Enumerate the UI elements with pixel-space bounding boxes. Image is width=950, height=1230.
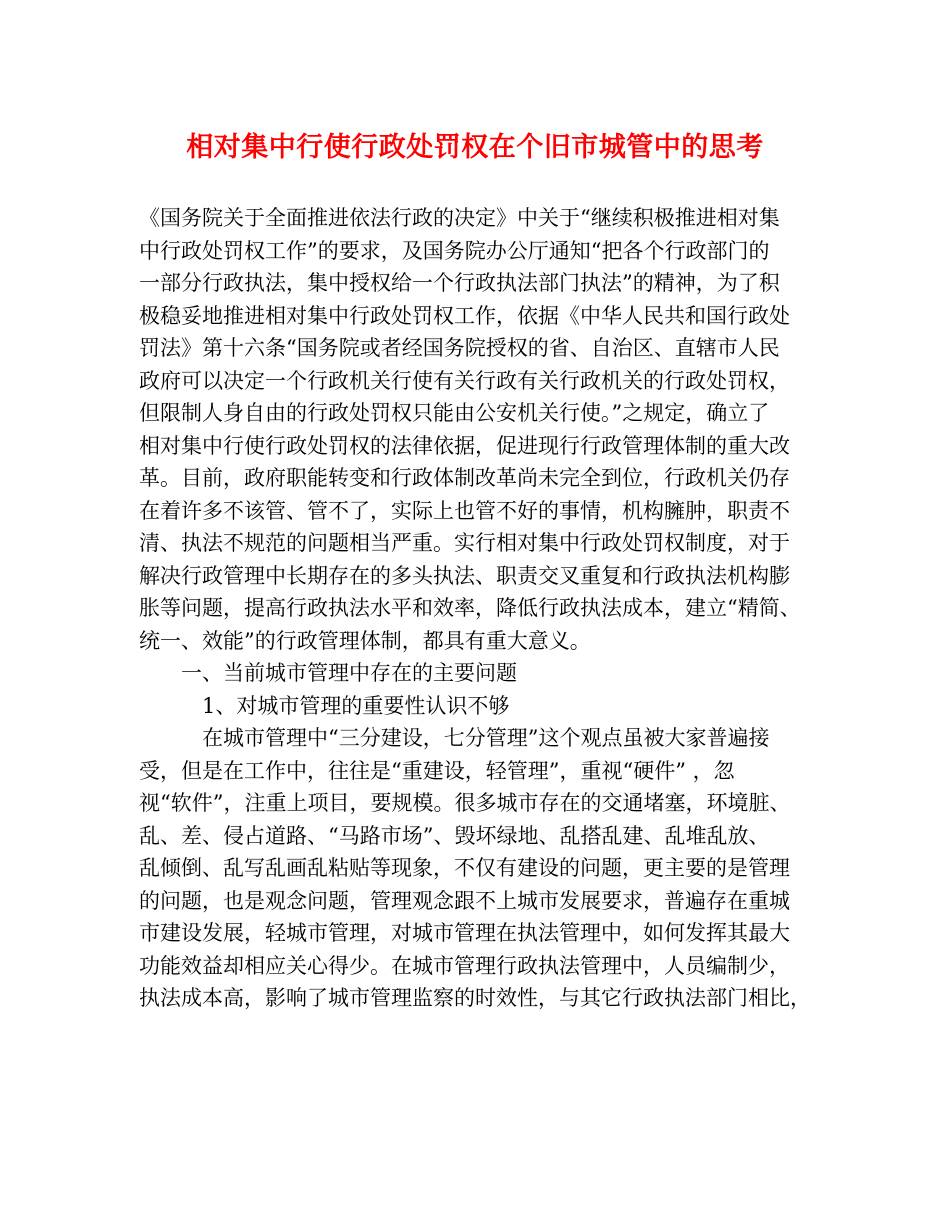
body-line: 极稳妥地推进相对集中行政处罚权工作，依据《中华人民共和国行政处	[139, 303, 790, 328]
body-line: 乱、差、侵占道路、“马路市场”、毁坏绿地、乱搭乱建、乱堆乱放、	[139, 823, 770, 848]
body-line: 《国务院关于全面推进依法行政的决定》中关于“继续积极推进相对集	[139, 206, 780, 230]
body-line: 在着许多不该管、管不了，实际上也管不好的事情，机构臃肿，职责不	[139, 498, 790, 523]
document-title: 相对集中行使行政处罚权在个旧市城管中的思考	[186, 132, 764, 163]
body-line: 解决行政管理中长期存在的多头执法、职责交叉重复和行政执法机构膨	[139, 563, 790, 588]
document-body	[139, 202, 829, 1015]
body-line: 在城市管理中“三分建设，七分管理”这个观点虽被大家普遍接	[202, 726, 770, 750]
body-line: 政府可以决定一个行政机关行使有关行政有关行政机关的行政处罚权，	[139, 368, 790, 393]
body-line: 执法成本高，影响了城市管理监察的时效性，与其它行政执法部门相比，	[139, 986, 811, 1010]
body-line: 胀等问题，提高行政执法水平和效率，降低行政执法成本，建立“精简、	[139, 596, 801, 620]
body-line: 受，但是在工作中，往往是“重建设，轻管理”，重视“硬件” ，忽	[139, 758, 735, 783]
body-line: 中行政处罚权工作”的要求，及国务院办公厅通知“把各个行政部门的	[139, 238, 770, 263]
body-line: 统一、效能”的行政管理体制，都具有重大意义。	[139, 628, 591, 653]
body-line: 的问题，也是观念问题，管理观念跟不上城市发展要求，普遍存在重城	[139, 888, 790, 913]
body-line: 一部分行政执法，集中授权给一个行政执法部门执法”的精神，为了积	[139, 271, 780, 295]
body-line: 市建设发展，轻城市管理，对城市管理在执法管理中，如何发挥其最大	[139, 921, 790, 945]
body-line: 但限制人身自由的行政处罚权只能由公安机关行使。”之规定，确立了	[139, 401, 770, 425]
body-line: 相对集中行使行政处罚权的法律依据，促进现行行政管理体制的重大改	[139, 433, 790, 458]
body-line: 清、执法不规范的问题相当严重。实行相对集中行政处罚权制度，对于	[139, 531, 790, 555]
body-line: 革。目前，政府职能转变和行政体制改革尚未完全到位，行政机关仍存	[139, 466, 790, 490]
section-heading: 一、当前城市管理中存在的主要问题	[181, 661, 517, 685]
body-line: 乱倾倒、乱写乱画乱粘贴等现象，不仅有建设的问题，更主要的是管理	[139, 856, 790, 880]
body-line: 罚法》第十六条“国务院或者经国务院授权的省、自治区、直辖市人民	[139, 336, 780, 360]
subsection-heading: 1、对城市管理的重要性认识不够	[202, 693, 510, 718]
body-line: 功能效益却相应关心得少。在城市管理行政执法管理中，人员编制少，	[139, 953, 790, 978]
body-line: 视“软件”，注重上项目，要规模。很多城市存在的交通堵塞，环境脏、	[139, 791, 791, 815]
